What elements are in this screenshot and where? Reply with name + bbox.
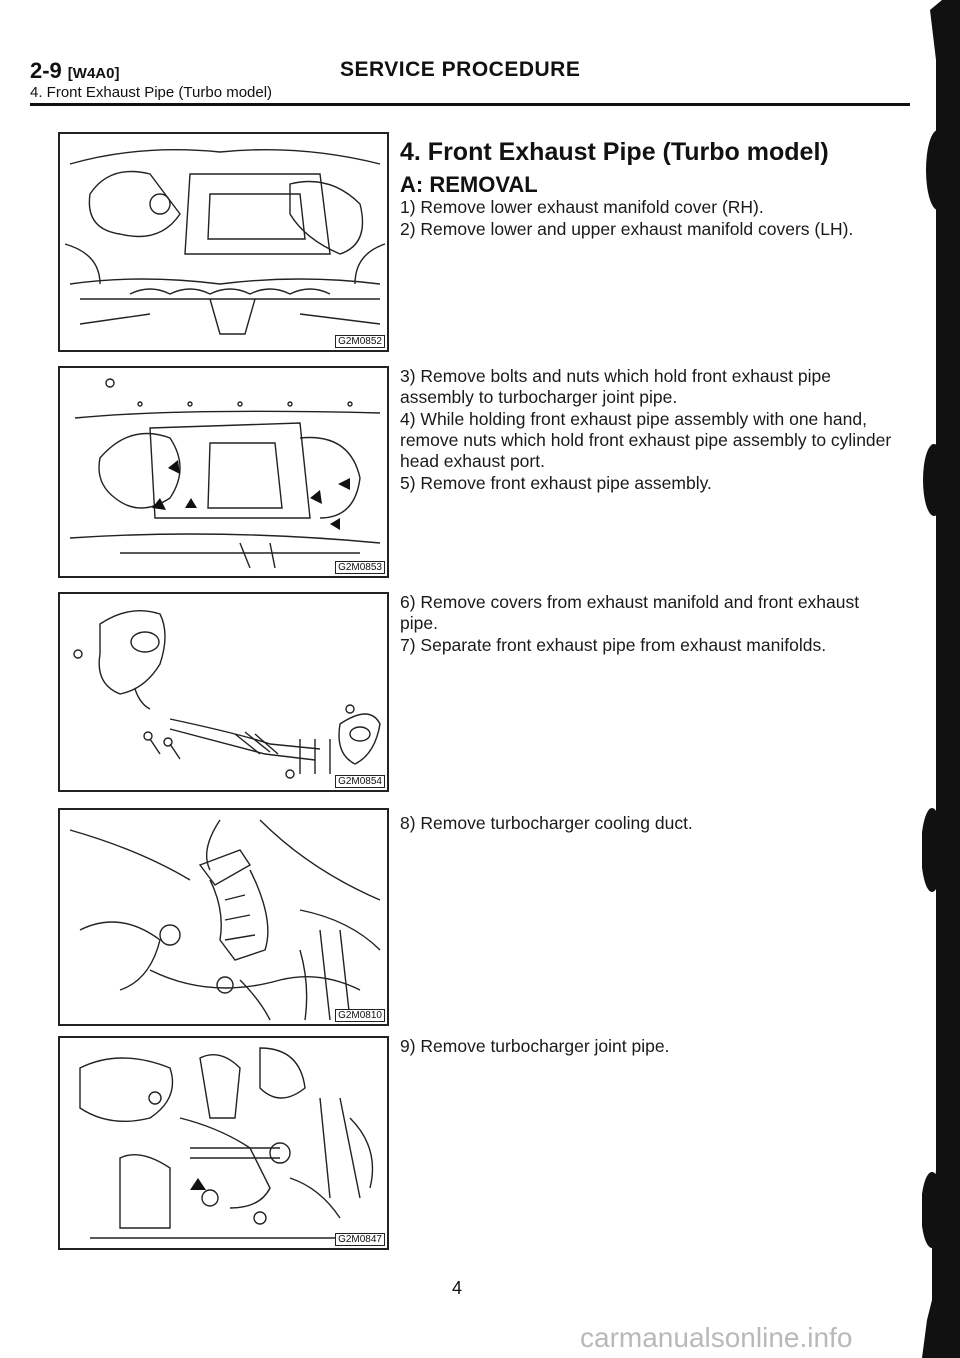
step-5: 5) Remove front exhaust pipe assembly. (400, 473, 712, 493)
section-subtitle: 4. Front Exhaust Pipe (Turbo model) (30, 84, 273, 101)
figure-exhaust-manifold-covers (58, 132, 389, 352)
figure-turbocharger-cooling-duct (58, 808, 389, 1026)
removal-subtitle: A: REMOVAL (400, 172, 538, 197)
cooling-duct-illustration (60, 810, 389, 1026)
exhaust-pipe-assembly-illustration (60, 594, 389, 792)
footer-watermark: carmanualsonline.info (580, 1322, 853, 1353)
figure-label: G2M0854 (335, 775, 385, 788)
step-3: 3) Remove bolts and nuts which hold front exhaust pipe assembly to turbocharger joint pipe. (400, 366, 831, 407)
step-1: 1) Remove lower exhaust manifold cover (RH). (400, 197, 764, 217)
steps-group-5 (400, 1036, 895, 1058)
step-4: 4) While holding front exhaust pipe assembly with one hand, remove nuts which hold front exhaust pipe assembly to cylinder head exhaust port. (400, 409, 892, 471)
joint-pipe-illustration (60, 1038, 389, 1250)
steps-group-2 (400, 366, 895, 495)
figure-label: G2M0810 (335, 1009, 385, 1022)
figure-label: G2M0852 (335, 335, 385, 348)
page-title: 4. Front Exhaust Pipe (Turbo model) (400, 138, 829, 166)
figure-exhaust-pipe-bolts (58, 366, 389, 578)
section-code: [W4A0] (67, 65, 120, 82)
section-number-group (30, 58, 119, 84)
steps-group-3 (400, 592, 895, 657)
steps-group-1 (400, 197, 895, 241)
page-number: 4 (452, 1278, 463, 1298)
step-9: 9) Remove turbocharger joint pipe. (400, 1036, 670, 1056)
header-rule (30, 103, 910, 106)
figure-label: G2M0853 (335, 561, 385, 574)
exhaust-bolts-illustration (60, 368, 389, 578)
binding-edge (922, 0, 960, 1358)
manifold-covers-illustration (60, 134, 389, 352)
figure-label: G2M0847 (335, 1233, 385, 1246)
step-8: 8) Remove turbocharger cooling duct. (400, 813, 693, 833)
step-7: 7) Separate front exhaust pipe from exhaust manifolds. (400, 635, 827, 655)
figure-front-exhaust-pipe-assembly (58, 592, 389, 792)
section-number: 2-9 (30, 58, 62, 83)
steps-group-4 (400, 813, 895, 835)
figure-turbocharger-joint-pipe (58, 1036, 389, 1250)
step-2: 2) Remove lower and upper exhaust manifold covers (LH). (400, 219, 854, 239)
section-title: SERVICE PROCEDURE (340, 58, 581, 81)
step-6: 6) Remove covers from exhaust manifold and front exhaust pipe. (400, 592, 860, 633)
